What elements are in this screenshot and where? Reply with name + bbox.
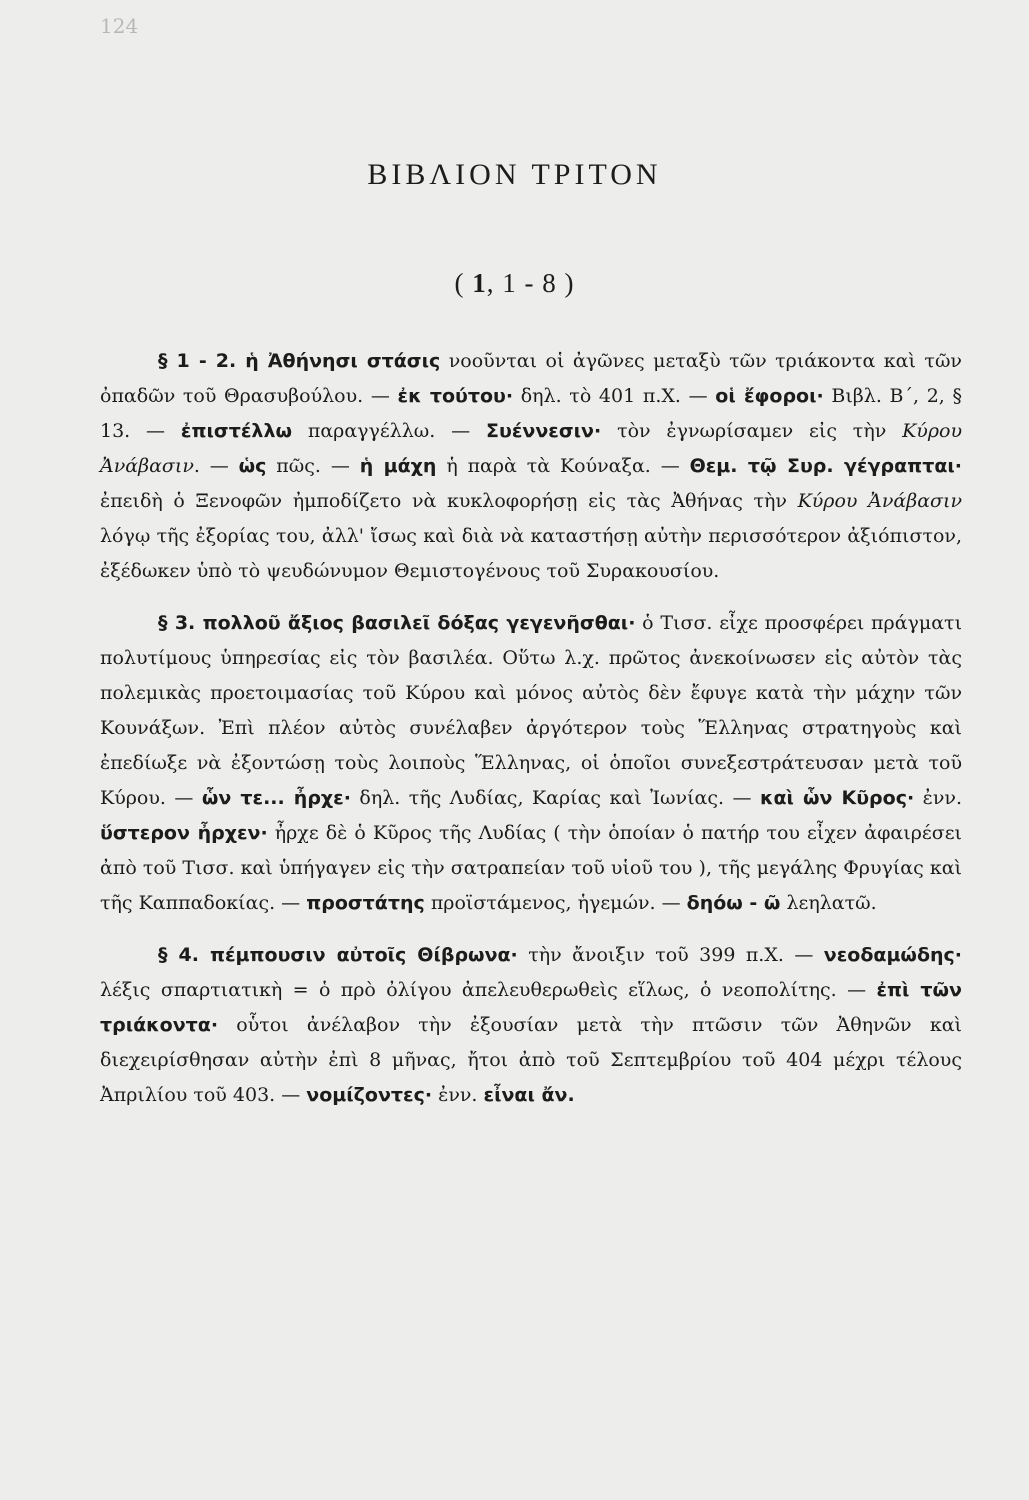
- comment-text: ὁ Τισσ. εἶχε προσφέρει πράγματι πολυτίμους ὑπηρεσίας εἰς τὸν βασιλέα. Οὕτω λ.χ. πρῶτος ἀνεκοίνωσεν εἰς αὐτὸν τὰς πολεμικὰς προετοιμασίας τοῦ Κύρου καὶ μόνος αὐτὸς δὲν ἔφυγε κατὰ τὴν μάχην τῶν Κουνάξων. Ἐπὶ πλέον αὐτὸς συνέλαβεν ἀργότερον τοὺς Ἕλληνας στρατηγοὺς καὶ ἐπεδίωξε νὰ ἐξοντώσῃ τοὺς λοιποὺς Ἕλληνας, οἱ ὁποῖοι συνεξεστράτευσαν μετὰ τοῦ Κύρου. —: [100, 612, 963, 809]
- commentary-paragraph: [100, 344, 962, 589]
- lemma: δηόω - ῶ: [686, 892, 781, 914]
- lemma: νεοδαμώδης·: [823, 944, 962, 966]
- lemma: ὧν τε... ἦρχε·: [201, 787, 351, 809]
- page-number: 124: [100, 14, 139, 38]
- lemma: καὶ ὧν Κῦρος·: [760, 787, 915, 809]
- commentary-body: [100, 344, 962, 1113]
- lemma: Συέννεσιν·: [486, 420, 602, 442]
- comment-text: ἡ παρὰ τὰ Κούναξα. —: [436, 455, 690, 477]
- comment-text: λέξις σπαρτιατικὴ = ὁ πρὸ ὀλίγου ἀπελευθερωθεὶς εἵλως, ὁ νεοπολίτης. —: [100, 979, 877, 1001]
- lemma: Θεμ. τῷ Συρ. γέγραπται·: [689, 455, 962, 477]
- lemma: ἡ Ἀθήνησι στάσις: [245, 350, 441, 372]
- section-marker: § 1 - 2.: [158, 350, 246, 372]
- commentary-paragraph: [100, 606, 962, 921]
- lemma: πέμπουσιν αὐτοῖς Θίβρωνα·: [209, 944, 518, 966]
- comment-text: δηλ. τῆς Λυδίας, Καρίας καὶ Ἰωνίας. —: [350, 787, 760, 809]
- lemma: ἐπὶ τῶν τριάκοντα·: [100, 979, 962, 1036]
- lemma: ἐπιστέλλω: [180, 420, 292, 442]
- chapter-range: [0, 268, 1029, 299]
- range-bold: 1: [472, 268, 487, 298]
- lemma: οἱ ἔφοροι·: [715, 385, 824, 407]
- comment-text: ἐνν.: [432, 1084, 484, 1106]
- book-title: ΒΙΒΛΙΟΝ ΤΡΙΤΟΝ: [367, 158, 662, 191]
- comment-text: τὴν ἄνοιξιν τοῦ 399 π.Χ. —: [517, 944, 824, 966]
- comment-text: προϊστάμενος, ἡγεμών. —: [424, 892, 687, 914]
- range-rest: , 1 - 8 ): [486, 268, 575, 298]
- lemma: ἐκ τούτου·: [397, 385, 514, 407]
- range-open: (: [454, 268, 473, 298]
- comment-text: Βιβλ. Β΄, 2, § 13. —: [100, 385, 962, 442]
- italic-title: Κύρου Ἀνάβασιν: [100, 420, 962, 477]
- lemma: ἡ μάχη: [359, 455, 437, 477]
- commentary-paragraph: [100, 938, 962, 1113]
- lemma: νομίζοντες·: [306, 1084, 433, 1106]
- lemma: προστάτης: [306, 892, 425, 914]
- italic-title: Κύρου Ἀνάβασιν: [797, 490, 962, 512]
- lemma: ὕστερον ἦρχεν·: [100, 822, 268, 844]
- comment-text: . —: [193, 455, 239, 477]
- comment-text: δηλ. τὸ 401 π.Χ. —: [513, 385, 716, 407]
- section-marker: § 3.: [158, 612, 203, 634]
- comment-text: ἦρχε δὲ ὁ Κῦρος τῆς Λυδίας ( τὴν ὁποίαν ὁ πατήρ του εἶχεν ἀφαιρέσει ἀπὸ τοῦ Τισσ. καὶ ὑπήγαγεν εἰς τὴν σατραπείαν τοῦ υἱοῦ του ), τῆς μεγάλης Φρυγίας καὶ τῆς Καππαδοκίας. —: [100, 822, 962, 914]
- comment-text: νοοῦνται οἱ ἀγῶνες μεταξὺ τῶν τριάκοντα καὶ τῶν ὀπαδῶν τοῦ Θρασυβούλου. —: [100, 350, 962, 407]
- section-marker: § 4.: [158, 944, 210, 966]
- comment-text: ἐνν.: [914, 787, 962, 809]
- comment-text: ἐπειδὴ ὁ Ξενοφῶν ἠμποδίζετο νὰ κυκλοφορήσῃ εἰς τὰς Ἀθήνας τὴν: [100, 490, 798, 512]
- lemma: ὡς: [238, 455, 267, 477]
- lemma: εἶναι ἄν.: [483, 1084, 575, 1106]
- comment-text: λεηλατῶ.: [780, 892, 877, 914]
- comment-text: παραγγέλλω. —: [291, 420, 487, 442]
- lemma: πολλοῦ ἄξιος βασιλεῖ δόξας γεγενῆσθαι·: [202, 612, 636, 634]
- comment-text: τὸν ἐγνωρίσαμεν εἰς τὴν: [601, 420, 903, 442]
- comment-text: πῶς. —: [266, 455, 360, 477]
- comment-text: λόγῳ τῆς ἐξορίας του, ἀλλ' ἴσως καὶ διὰ νὰ καταστήσῃ αὐτὴν περισσότερον ἀξιόπιστον, ἐξέδωκεν ὑπὸ τὸ ψευδώνυμον Θεμιστογένους τοῦ Συρακουσίου.: [100, 525, 962, 582]
- comment-text: οὗτοι ἀνέλαβον τὴν ἐξουσίαν μετὰ τὴν πτῶσιν τῶν Ἀθηνῶν καὶ διεχειρίσθησαν αὐτὴν ἐπὶ 8 μῆνας, ἤτοι ἀπὸ τοῦ Σεπτεμβρίου τοῦ 404 μέχρι τέλους Ἀπριλίου τοῦ 403. —: [100, 1014, 962, 1106]
